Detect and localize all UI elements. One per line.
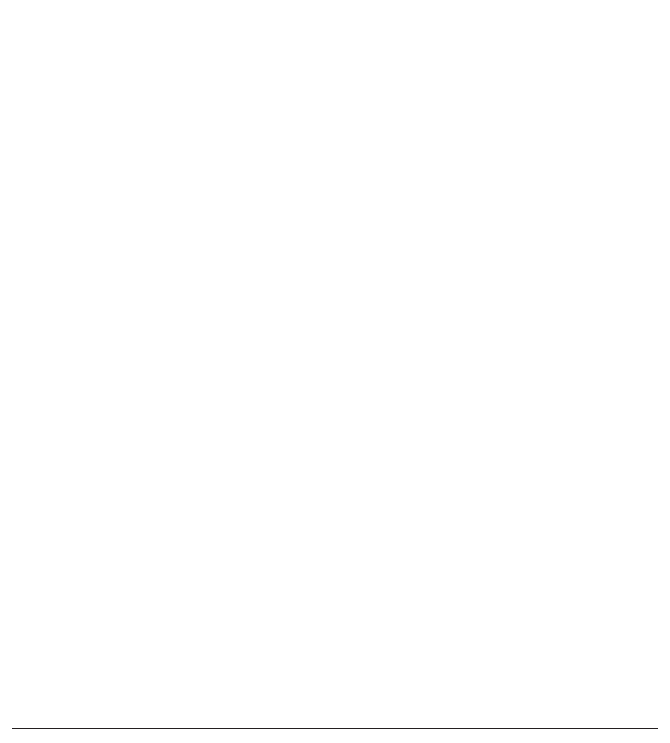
table-bottom-rule [12,728,658,729]
